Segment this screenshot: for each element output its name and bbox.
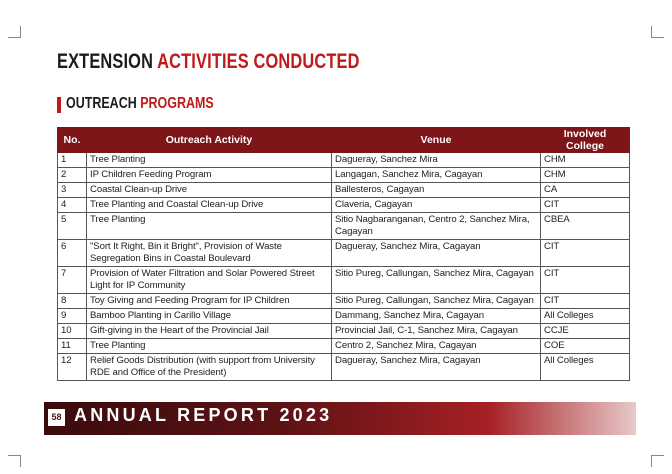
cell-activity: Bamboo Planting in Carillo Village <box>87 309 332 324</box>
table-row <box>58 183 630 198</box>
cell-college: CIT <box>541 294 630 309</box>
crop-mark <box>20 455 21 467</box>
table-row <box>58 324 630 339</box>
section-accent-bar <box>57 97 61 113</box>
table-row <box>58 294 630 309</box>
cell-college: COE <box>541 339 630 354</box>
cell-venue: Dagueray, Sanchez Mira, Cagayan <box>332 240 541 267</box>
table-header-row <box>58 128 630 153</box>
cell-venue: Provincial Jail, C-1, Sanchez Mira, Cagayan <box>332 324 541 339</box>
table-row <box>58 354 630 381</box>
cell-college: All Colleges <box>541 354 630 381</box>
cell-college: All Colleges <box>541 309 630 324</box>
page-title <box>57 50 360 74</box>
cell-no: 9 <box>58 309 87 324</box>
cell-college: CIT <box>541 267 630 294</box>
cell-activity: Tree Planting and Coastal Clean-up Drive <box>87 198 332 213</box>
table-row <box>58 168 630 183</box>
cell-no: 10 <box>58 324 87 339</box>
page-number: 58 <box>48 409 65 426</box>
cell-college: CIT <box>541 240 630 267</box>
cell-college: CCJE <box>541 324 630 339</box>
column-header-venue: Venue <box>332 128 541 153</box>
column-header-activity: Outreach Activity <box>87 128 332 153</box>
report-title: ANNUAL REPORT 2023 <box>74 405 333 425</box>
column-header-no: No. <box>58 128 87 153</box>
cell-activity: Toy Giving and Feeding Program for IP Children <box>87 294 332 309</box>
table-row <box>58 339 630 354</box>
table-row <box>58 213 630 240</box>
cell-college: CBEA <box>541 213 630 240</box>
cell-venue: Claveria, Cagayan <box>332 198 541 213</box>
cell-activity: Coastal Clean-up Drive <box>87 183 332 198</box>
cell-no: 5 <box>58 213 87 240</box>
page-title-part1: EXTENSION <box>57 50 154 73</box>
cell-activity: "Sort It Right, Bin it Bright", Provision of Waste Segregation Bins in Coastal Boulevard <box>87 240 332 267</box>
table-row <box>58 153 630 168</box>
cell-no: 7 <box>58 267 87 294</box>
cell-activity: Relief Goods Distribution (with support from University RDE and Office of the President) <box>87 354 332 381</box>
cell-venue: Dammang, Sanchez Mira, Cagayan <box>332 309 541 324</box>
cell-no: 3 <box>58 183 87 198</box>
outreach-table <box>57 127 630 381</box>
table-row <box>58 309 630 324</box>
cell-venue: Langagan, Sanchez Mira, Cagayan <box>332 168 541 183</box>
table-row <box>58 267 630 294</box>
table-row <box>58 198 630 213</box>
cell-venue: Sitio Nagbaranganan, Centro 2, Sanchez Mira, Cagayan <box>332 213 541 240</box>
cell-activity: Gift-giving in the Heart of the Provincial Jail <box>87 324 332 339</box>
cell-no: 4 <box>58 198 87 213</box>
crop-mark <box>652 37 664 38</box>
cell-no: 2 <box>58 168 87 183</box>
section-title-part1: OUTREACH <box>66 95 137 112</box>
cell-no: 11 <box>58 339 87 354</box>
page-title-part2: ACTIVITIES CONDUCTED <box>157 50 360 73</box>
cell-activity: Tree Planting <box>87 153 332 168</box>
cell-no: 8 <box>58 294 87 309</box>
section-title-part2: PROGRAMS <box>140 95 214 112</box>
cell-activity: Provision of Water Filtration and Solar Powered Street Light for IP Community <box>87 267 332 294</box>
crop-mark <box>20 26 21 38</box>
cell-venue: Ballesteros, Cagayan <box>332 183 541 198</box>
section-title <box>66 95 214 113</box>
cell-venue: Dagueray, Sanchez Mira <box>332 153 541 168</box>
cell-venue: Dagueray, Sanchez Mira, Cagayan <box>332 354 541 381</box>
cell-college: CHM <box>541 168 630 183</box>
cell-activity: IP Children Feeding Program <box>87 168 332 183</box>
cell-venue: Sitio Pureg, Callungan, Sanchez Mira, Cagayan <box>332 267 541 294</box>
crop-mark <box>8 37 20 38</box>
cell-college: CA <box>541 183 630 198</box>
cell-no: 12 <box>58 354 87 381</box>
crop-mark <box>652 455 664 456</box>
cell-activity: Tree Planting <box>87 339 332 354</box>
crop-mark <box>8 455 20 456</box>
cell-college: CIT <box>541 198 630 213</box>
cell-no: 1 <box>58 153 87 168</box>
table-row <box>58 240 630 267</box>
cell-no: 6 <box>58 240 87 267</box>
column-header-college: Involved College <box>541 128 630 153</box>
cell-venue: Sitio Pureg, Callungan, Sanchez Mira, Cagayan <box>332 294 541 309</box>
cell-venue: Centro 2, Sanchez Mira, Cagayan <box>332 339 541 354</box>
crop-mark <box>651 455 652 467</box>
cell-college: CHM <box>541 153 630 168</box>
cell-activity: Tree Planting <box>87 213 332 240</box>
